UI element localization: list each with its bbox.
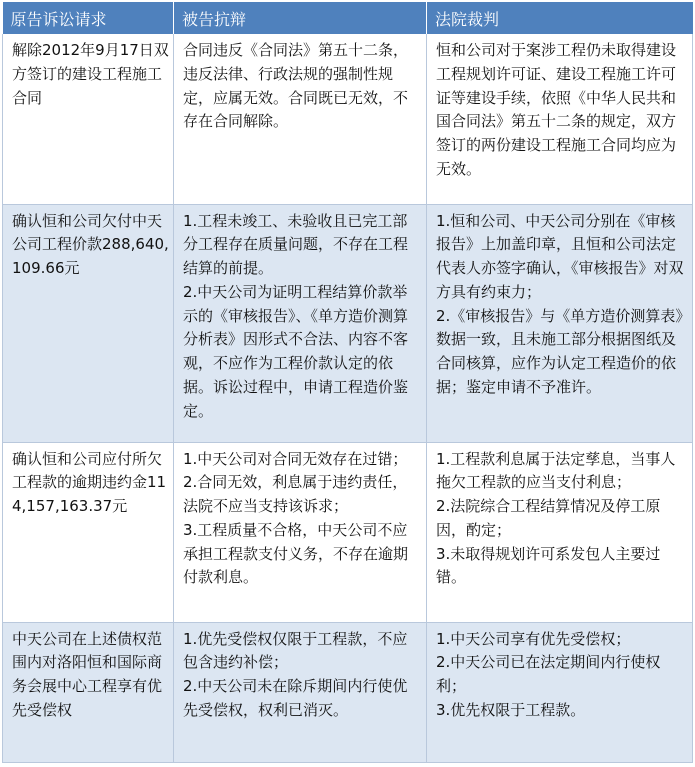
ruling-point: 3.未取得规划许可系发包人主要过错。 <box>436 544 661 587</box>
defense-point: 1.中天公司对合同无效存在过错； <box>183 449 408 468</box>
claim-cell <box>3 622 174 762</box>
defense-cell <box>174 622 427 762</box>
defense-text: 合同违反《合同法》第五十二条，违反法律、行政法规的强制性规定，应属无效。合同既已无效，不存在合同解除。 <box>183 41 409 131</box>
ruling-point: 2.《审核报告》与《单方造价测算表》数据一致，且未施工部分根据图纸及合同核算，应作为认定工程造价的依据；鉴定申请不予准许。 <box>436 306 683 397</box>
claim-cell <box>3 34 174 204</box>
defense-point: 2.合同无效，利息属于违约责任，法院不应当支持该诉求； <box>183 473 408 516</box>
claim-text: 中天公司在上述债权范围内对洛阳恒和国际商务会展中心工程享有优先受偿权 <box>12 629 163 719</box>
ruling-point: 2.中天公司已在法定期间内行使权利； <box>436 653 661 696</box>
ruling-text: 恒和公司对于案涉工程仍未取得建设工程规划许可证、建设工程施工许可证等建设手续，依照《中华人民共和国合同法》第五十二条的规定，双方签订的两份建设工程施工合同均应为无效。 <box>436 41 677 178</box>
claim-cell <box>3 204 174 442</box>
table-header-row <box>3 2 693 34</box>
claim-text: 确认恒和公司欠付中天公司工程价款288,640,109.66元 <box>12 211 169 278</box>
ruling-point: 1.恒和公司、中天公司分别在《审核报告》上加盖印章，且恒和公司法定代表人亦签字确认，《审核报告》对双方具有约束力； <box>436 211 684 301</box>
case-comparison-table <box>2 2 693 763</box>
ruling-point: 1.中天公司享有优先受偿权； <box>436 629 631 648</box>
ruling-cell <box>427 622 693 762</box>
defense-point: 3.工程质量不合格，中天公司不应承担工程款支付义务，不存在逾期付款利息。 <box>183 520 409 587</box>
defense-cell <box>174 204 427 442</box>
defense-point: 1.工程未竣工、未验收且已完工部分工程存在质量问题，不存在工程结算的前提。 <box>183 211 409 278</box>
table-row <box>3 622 693 762</box>
defense-cell <box>174 34 427 204</box>
defense-point: 1.优先受偿权仅限于工程款，不应包含违约补偿； <box>183 629 408 672</box>
ruling-cell <box>427 442 693 622</box>
table-row <box>3 442 693 622</box>
ruling-cell <box>427 204 693 442</box>
header-court-ruling: 法院裁判 <box>427 2 693 34</box>
ruling-cell <box>427 34 693 204</box>
header-defendant-defense: 被告抗辩 <box>174 2 427 34</box>
defense-point: 2.中天公司为证明工程结算价款举示的《审核报告》、《单方造价测算分析表》因形式不合法、内容不客观，不应作为工程价款认定的依据。诉讼过程中，申请工程造价鉴定。 <box>183 282 409 420</box>
ruling-point: 3.优先权限于工程款。 <box>436 700 586 719</box>
claim-cell <box>3 442 174 622</box>
claim-text: 解除2012年9月17日双方签订的建设工程施工合同 <box>12 41 169 107</box>
defense-point: 2.中天公司未在除斥期间内行使优先受偿权，权利已消灭。 <box>183 677 408 719</box>
claim-text: 确认恒和公司应付所欠工程款的逾期违约金114,157,163.37元 <box>12 449 167 516</box>
defense-cell <box>174 442 427 622</box>
table-row <box>3 204 693 442</box>
ruling-point: 1.工程款利息属于法定孳息，当事人拖欠工程款的应当支付利息； <box>436 449 676 492</box>
header-plaintiff-claims: 原告诉讼请求 <box>3 2 174 34</box>
table-row <box>3 34 693 204</box>
ruling-point: 2.法院综合工程结算情况及停工原因，酌定； <box>436 497 661 539</box>
